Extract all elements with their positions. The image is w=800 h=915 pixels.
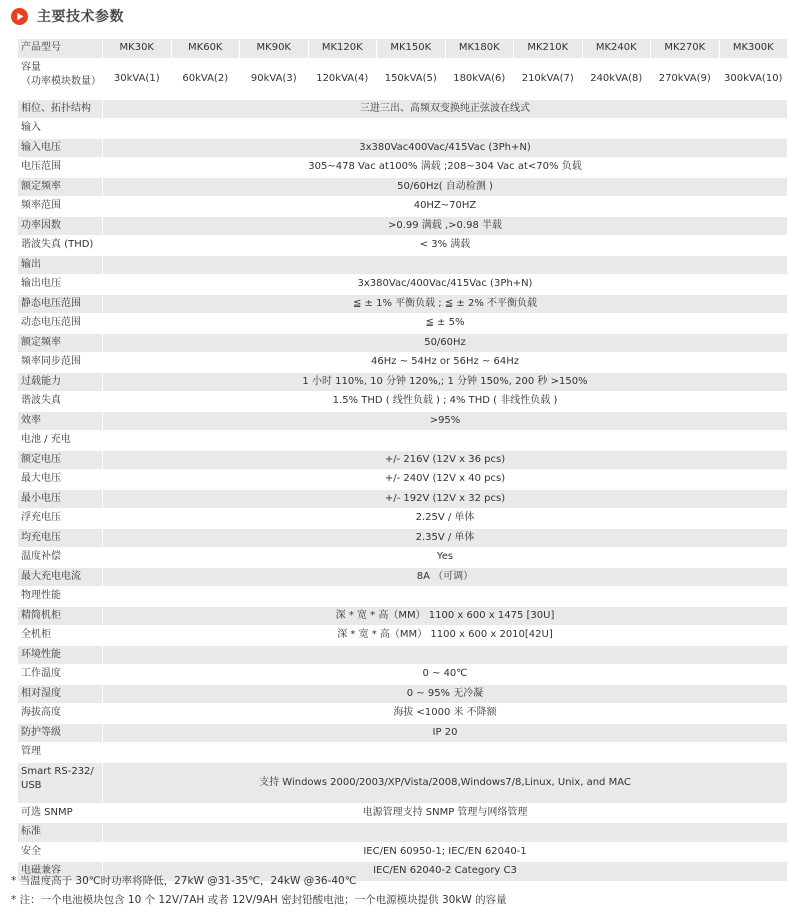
capacity-cell: 240kVA(8) (582, 58, 651, 99)
model-cell: MK240K (582, 39, 651, 59)
spec-row (18, 372, 788, 392)
spec-row (18, 626, 788, 646)
capacity-cell: 180kVA(6) (445, 58, 514, 99)
model-cell: MK270K (651, 39, 720, 59)
spec-value (103, 587, 788, 607)
capacity-cell: 150kVA(5) (377, 58, 446, 99)
section-label: 输入 (18, 119, 103, 139)
model-cell: MK210K (514, 39, 583, 59)
spec-label: 额定频率 (18, 177, 103, 197)
spec-row (18, 684, 788, 704)
section-row (18, 645, 788, 665)
spec-label: 谐波失真 (18, 392, 103, 412)
spec-value: 0 ~ 40℃ (103, 665, 788, 685)
page-title: 主要技术参数 (37, 9, 124, 25)
section-label: 物理性能 (18, 587, 103, 607)
spec-value: 3x380Vac400Vac/415Vac (3Ph+N) (103, 138, 788, 158)
section-label: 管理 (18, 743, 103, 763)
spec-label: 可选 SNMP (18, 803, 103, 823)
capacity-row (18, 58, 788, 99)
spec-value: 0 ~ 95% 无冷凝 (103, 684, 788, 704)
spec-value (103, 431, 788, 451)
spec-value: IP 20 (103, 723, 788, 743)
spec-row (18, 392, 788, 412)
section-label: 标准 (18, 823, 103, 843)
model-cell: MK120K (308, 39, 377, 59)
spec-value: +/- 216V (12V x 36 pcs) (103, 450, 788, 470)
spec-row (18, 489, 788, 509)
spec-label: 动态电压范围 (18, 314, 103, 334)
spec-value: 三进三出、高频双变换纯正弦波在线式 (103, 99, 788, 119)
spec-value: 2.25V / 单体 (103, 509, 788, 529)
spec-label: 最小电压 (18, 489, 103, 509)
capacity-label: 容量 （功率模块数量） (18, 58, 103, 99)
spec-label: 安全 (18, 842, 103, 862)
spec-row (18, 450, 788, 470)
section-row (18, 587, 788, 607)
spec-value: +/- 240V (12V x 40 pcs) (103, 470, 788, 490)
model-cell: MK30K (103, 39, 172, 59)
section-row (18, 823, 788, 843)
spec-row (18, 762, 788, 803)
spec-value: 50/60Hz (103, 333, 788, 353)
spec-label: Smart RS-232/ USB (18, 762, 103, 803)
section-label: 输出 (18, 255, 103, 275)
spec-row (18, 704, 788, 724)
spec-label: 最大电压 (18, 470, 103, 490)
spec-label: 海拔高度 (18, 704, 103, 724)
section-row (18, 431, 788, 451)
spec-row (18, 197, 788, 217)
spec-value: 3x380Vac/400Vac/415Vac (3Ph+N) (103, 275, 788, 295)
spec-value: >95% (103, 411, 788, 431)
spec-row (18, 842, 788, 862)
spec-label: 精简机柜 (18, 606, 103, 626)
spec-label: 谐波失真 (THD) (18, 236, 103, 256)
capacity-cell: 210kVA(7) (514, 58, 583, 99)
section-row (18, 255, 788, 275)
spec-label: 温度补偿 (18, 548, 103, 568)
footnote: * 当温度高于 30℃时功率将降低，27kW @31-35℃，24kW @36-40℃ (11, 875, 357, 887)
spec-value (103, 645, 788, 665)
model-cell: MK180K (445, 39, 514, 59)
spec-value: 40HZ~70HZ (103, 197, 788, 217)
models-label: 产品型号 (18, 39, 103, 59)
spec-label: 额定电压 (18, 450, 103, 470)
section-header (11, 6, 124, 26)
footnotes (11, 872, 507, 910)
spec-value: 2.35V / 单体 (103, 528, 788, 548)
footnote: * 注：一个电池模块包含 10 个 12V/7AH 或者 12V/9AH 密封铅酸电池；一个电源模块提供 30kW 的容量 (11, 894, 507, 906)
spec-row (18, 470, 788, 490)
spec-row (18, 567, 788, 587)
spec-row (18, 275, 788, 295)
capacity-cell: 90kVA(3) (240, 58, 309, 99)
spec-label: 频率同步范围 (18, 353, 103, 373)
spec-value: 深 * 宽 * 高（MM） 1100 x 600 x 1475 [30U] (103, 606, 788, 626)
spec-value: 46Hz ~ 54Hz or 56Hz ~ 64Hz (103, 353, 788, 373)
spec-value: 1 小时 110%, 10 分钟 120%,; 1 分钟 150%, 200 秒 >150% (103, 372, 788, 392)
spec-value: ≦ ± 1% 平衡负载 ; ≦ ± 2% 不平衡负载 (103, 294, 788, 314)
section-label: 环境性能 (18, 645, 103, 665)
spec-label: 额定频率 (18, 333, 103, 353)
spec-value (103, 823, 788, 843)
spec-value: IEC/EN 60950-1; IEC/EN 62040-1 (103, 842, 788, 862)
section-label: 电池 / 充电 (18, 431, 103, 451)
spec-row (18, 509, 788, 529)
spec-label: 相位、拓扑结构 (18, 99, 103, 119)
spec-value: IEC/EN 62040-2 Category C3 (103, 862, 788, 882)
capacity-cell: 60kVA(2) (171, 58, 240, 99)
spec-row (18, 236, 788, 256)
spec-value: 305~478 Vac at100% 满载 ;208~304 Vac at<70% 负载 (103, 158, 788, 178)
spec-label: 相对湿度 (18, 684, 103, 704)
spec-label: 过载能力 (18, 372, 103, 392)
spec-row (18, 723, 788, 743)
model-cell: MK300K (719, 39, 788, 59)
play-circle-icon (11, 8, 28, 25)
spec-label: 频率范围 (18, 197, 103, 217)
spec-label: 输出电压 (18, 275, 103, 295)
spec-label: 电磁兼容 (18, 862, 103, 882)
model-cell: MK90K (240, 39, 309, 59)
model-cell: MK150K (377, 39, 446, 59)
spec-row (18, 158, 788, 178)
spec-label: 浮充电压 (18, 509, 103, 529)
spec-value: 海拔 <1000 米 不降额 (103, 704, 788, 724)
spec-row (18, 353, 788, 373)
spec-row (18, 314, 788, 334)
spec-row (18, 138, 788, 158)
spec-value: ≦ ± 5% (103, 314, 788, 334)
section-row (18, 743, 788, 763)
model-cell: MK60K (171, 39, 240, 59)
spec-value: 支持 Windows 2000/2003/XP/Vista/2008,Windows7/8,Linux, Unix, and MAC (103, 762, 788, 803)
spec-row (18, 803, 788, 823)
models-row (18, 39, 788, 59)
spec-value: 深 * 宽 * 高（MM） 1100 x 600 x 2010[42U] (103, 626, 788, 646)
spec-row (18, 411, 788, 431)
spec-value (103, 255, 788, 275)
spec-value (103, 119, 788, 139)
spec-label: 输入电压 (18, 138, 103, 158)
section-row (18, 119, 788, 139)
spec-label: 效率 (18, 411, 103, 431)
spec-row (18, 528, 788, 548)
spec-label: 电压范围 (18, 158, 103, 178)
spec-label: 功率因数 (18, 216, 103, 236)
spec-value (103, 743, 788, 763)
capacity-cell: 300kVA(10) (719, 58, 788, 99)
spec-value: 1.5% THD ( 线性负载 ) ; 4% THD ( 非线性负载 ) (103, 392, 788, 412)
spec-row (18, 99, 788, 119)
capacity-cell: 120kVA(4) (308, 58, 377, 99)
spec-label: 防护等级 (18, 723, 103, 743)
spec-row (18, 177, 788, 197)
spec-label: 全机柜 (18, 626, 103, 646)
spec-row (18, 665, 788, 685)
spec-value: 8A （可调） (103, 567, 788, 587)
capacity-cell: 270kVA(9) (651, 58, 720, 99)
spec-value: Yes (103, 548, 788, 568)
spec-value: < 3% 满载 (103, 236, 788, 256)
spec-row (18, 294, 788, 314)
spec-label: 均充电压 (18, 528, 103, 548)
spec-value: 电源管理支持 SNMP 管理与网络管理 (103, 803, 788, 823)
spec-row (18, 333, 788, 353)
spec-label: 工作温度 (18, 665, 103, 685)
spec-label: 静态电压范围 (18, 294, 103, 314)
spec-value: 50/60Hz( 自动检测 ) (103, 177, 788, 197)
spec-row (18, 606, 788, 626)
spec-value: >0.99 满载 ,>0.98 半载 (103, 216, 788, 236)
spec-table (17, 38, 788, 882)
spec-label: 最大充电电流 (18, 567, 103, 587)
spec-value: +/- 192V (12V x 32 pcs) (103, 489, 788, 509)
spec-row (18, 216, 788, 236)
capacity-cell: 30kVA(1) (103, 58, 172, 99)
spec-row (18, 548, 788, 568)
